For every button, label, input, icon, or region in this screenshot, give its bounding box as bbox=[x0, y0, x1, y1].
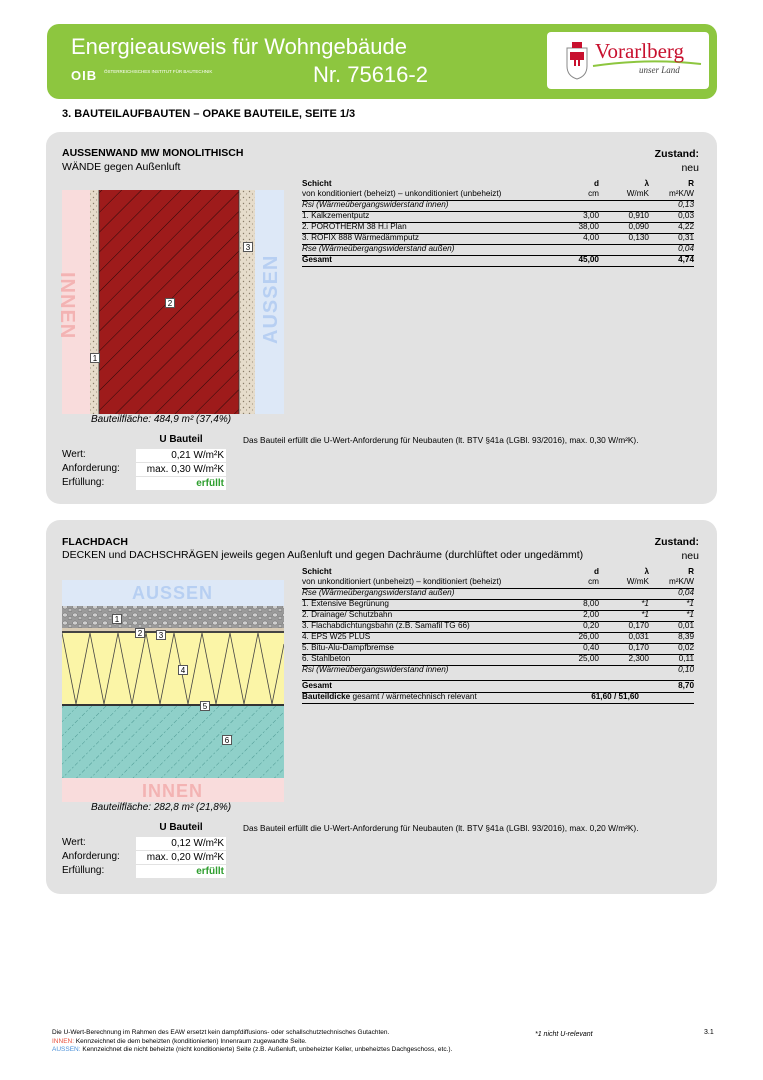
unit-d: cm bbox=[588, 189, 599, 198]
layer-lambda: 0,910 bbox=[628, 211, 649, 220]
layer-name: 2. POROTHERM 38 H.i Plan bbox=[302, 222, 407, 231]
layer-marker: 1 bbox=[90, 353, 100, 363]
thickness-desc: gesamt / wärmetechnisch relevant bbox=[350, 692, 477, 701]
layer-r: 0,10 bbox=[678, 665, 694, 674]
unit-r: m²K/W bbox=[668, 189, 694, 198]
outside-label: AUSSEN bbox=[260, 254, 282, 344]
u-header: U Bauteil bbox=[159, 822, 203, 833]
layer-r: 0,11 bbox=[678, 654, 694, 663]
layer-name: 1. Extensive Begrünung bbox=[302, 599, 389, 608]
layer-marker: 3 bbox=[156, 630, 166, 640]
unit-r: m²K/W bbox=[668, 577, 694, 586]
layer-name: Rse (Wärmeübergangswiderstand außen) bbox=[302, 244, 455, 253]
crest-icon bbox=[565, 40, 589, 80]
component-area: Bauteilfläche: 282,8 m² (21,8%) bbox=[91, 802, 232, 813]
layer-marker: 2 bbox=[165, 298, 175, 308]
component-panel-wall bbox=[46, 132, 717, 504]
layer-d: 3,00 bbox=[583, 211, 599, 220]
total-label: Gesamt bbox=[302, 681, 333, 690]
vorarlberg-logo bbox=[547, 32, 709, 89]
layer-name: 1. Kalkzementputz bbox=[302, 211, 370, 220]
col-r: R bbox=[688, 179, 694, 188]
footer bbox=[52, 1029, 692, 1055]
layer-r: 0,01 bbox=[678, 621, 694, 630]
layer-lambda: 2,300 bbox=[628, 654, 649, 663]
document-title: Energieausweis für Wohngebäude bbox=[71, 34, 407, 59]
layer-name: Rsi (Wärmeübergangswiderstand innen) bbox=[302, 200, 449, 209]
layer-marker: 3 bbox=[243, 242, 253, 252]
thickness-text bbox=[302, 692, 477, 701]
innen-text: Kennzeichnet die dem beheizten (konditionierten) Innenraum zugewandte Seite. bbox=[74, 1037, 307, 1045]
layer-marker: 4 bbox=[178, 665, 188, 675]
inside-label: INNEN bbox=[56, 272, 78, 340]
roof-section-diagram bbox=[62, 580, 284, 802]
col-d: d bbox=[593, 179, 599, 188]
u-fulfilment-status: erfüllt bbox=[136, 865, 226, 878]
layer-name: 3. RÖFIX 888 Wärmedämmputz bbox=[302, 233, 419, 242]
state-value: neu bbox=[681, 162, 699, 174]
u-value: 0,12 W/m²K bbox=[136, 837, 226, 850]
thickness-value: 61,60 / 51,60 bbox=[591, 692, 639, 701]
component-area: Bauteilfläche: 484,9 m² (37,4%) bbox=[91, 414, 232, 425]
component-subtitle: DECKEN und DACHSCHRÄGEN jeweils gegen Außenluft und gegen Dachräume (durchlüftet oder ungedämmt) bbox=[62, 549, 584, 561]
col-lambda: λ bbox=[644, 179, 649, 188]
unit-d: cm bbox=[588, 577, 599, 586]
layer-r: *1 bbox=[686, 599, 694, 608]
layer-d: 38,00 bbox=[578, 222, 599, 231]
aussen-key: AUSSEN: bbox=[52, 1046, 81, 1053]
layer-table bbox=[302, 567, 694, 717]
unit-lambda: W/mK bbox=[626, 189, 649, 198]
layer-lambda: *1 bbox=[641, 610, 649, 619]
compliance-note: Das Bauteil erfüllt die U-Wert-Anforderung für Neubauten (lt. BTV §41a (LGBl. 93/2016), max. 0,30 W/m²K). bbox=[243, 435, 639, 445]
layer-r: 0,03 bbox=[678, 211, 694, 220]
compliance-note: Das Bauteil erfüllt die U-Wert-Anforderung für Neubauten (lt. BTV §41a (LGBl. 93/2016), max. 0,20 W/m²K). bbox=[243, 823, 639, 833]
total-r: 8,70 bbox=[678, 681, 694, 690]
table-row bbox=[302, 632, 694, 644]
page-number: 3.1 bbox=[704, 1029, 714, 1036]
layer-name: 5. Bitu-Alu-Dampfbremse bbox=[302, 643, 394, 652]
u-fulfilment-label: Erfüllung: bbox=[62, 477, 105, 488]
table-row bbox=[302, 654, 694, 666]
layer-name: 2. Drainage/ Schutzbahn bbox=[302, 610, 393, 619]
footnote: *1 nicht U-relevant bbox=[535, 1031, 593, 1038]
total-r: 4,74 bbox=[678, 255, 694, 264]
oib-mark: OIB bbox=[71, 68, 98, 83]
table-row bbox=[302, 665, 694, 676]
footer-innen bbox=[52, 1038, 692, 1047]
footer-disclaimer: Die U-Wert-Berechnung im Rahmen des EAW ersetzt kein dampfdiffusions- oder schallschutztechnisches Gutachten. bbox=[52, 1029, 390, 1036]
layer-marker: 1 bbox=[112, 614, 122, 624]
direction-text: von unkonditioniert (unbeheizt) – konditioniert (beheizt) bbox=[302, 577, 502, 586]
layer-lambda: 0,170 bbox=[628, 621, 649, 630]
u-header: U Bauteil bbox=[159, 434, 203, 445]
component-title: FLACHDACH bbox=[62, 536, 128, 548]
component-subtitle: WÄNDE gegen Außenluft bbox=[62, 161, 181, 173]
col-d: d bbox=[593, 567, 599, 576]
table-header bbox=[302, 179, 694, 190]
logo-name: Vorarlberg bbox=[595, 39, 685, 63]
table-total-row bbox=[302, 680, 694, 693]
table-row bbox=[302, 233, 694, 245]
layer-marker: 5 bbox=[200, 701, 210, 711]
table-row bbox=[302, 588, 694, 600]
inside-label: INNEN bbox=[142, 781, 204, 801]
aussen-text: Kennzeichnet die nicht beheizte (nicht konditionierte) Seite (z.B. Außenluft, unbeheizter Keller, unbeheiztes Dachgeschoss, etc.). bbox=[80, 1046, 453, 1053]
unit-lambda: W/mK bbox=[626, 577, 649, 586]
layer-name: 4. EPS W25 PLUS bbox=[302, 632, 371, 641]
header-banner bbox=[47, 24, 717, 99]
table-row bbox=[302, 222, 694, 234]
layer-lambda: 0,090 bbox=[628, 222, 649, 231]
u-value-table bbox=[62, 822, 232, 882]
layer-r: 0,04 bbox=[678, 588, 694, 597]
u-fulfilment-status: erfüllt bbox=[136, 477, 226, 490]
u-requirement-label: Anforderung: bbox=[62, 851, 120, 862]
layer-d: 26,00 bbox=[578, 632, 599, 641]
state-value: neu bbox=[681, 550, 699, 562]
col-r: R bbox=[688, 567, 694, 576]
u-requirement: max. 0,20 W/m²K bbox=[136, 851, 226, 864]
col-layer: Schicht bbox=[302, 179, 332, 188]
table-row bbox=[302, 621, 694, 633]
u-requirement-label: Anforderung: bbox=[62, 463, 120, 474]
layer-d: 0,40 bbox=[583, 643, 599, 652]
total-d: 45,00 bbox=[578, 255, 599, 264]
layer-r: 0,31 bbox=[678, 233, 694, 242]
table-total-row bbox=[302, 255, 694, 267]
layer-r: 0,02 bbox=[678, 643, 694, 652]
total-label: Gesamt bbox=[302, 255, 333, 264]
layer-marker: 6 bbox=[222, 735, 232, 745]
table-units bbox=[302, 189, 694, 201]
layer-name: 3. Flachabdichtungsbahn (z.B. Samafil TG 66) bbox=[302, 621, 470, 630]
layer-r: 8,39 bbox=[678, 632, 694, 641]
u-fulfilment-label: Erfüllung: bbox=[62, 865, 105, 876]
layer-d: 4,00 bbox=[583, 233, 599, 242]
layer-marker: 2 bbox=[135, 628, 145, 638]
state-label: Zustand: bbox=[654, 536, 699, 548]
layer-name: Rse (Wärmeübergangswiderstand außen) bbox=[302, 588, 455, 597]
layer-lambda: 0,170 bbox=[628, 643, 649, 652]
table-thickness-row bbox=[302, 692, 694, 704]
col-layer: Schicht bbox=[302, 567, 332, 576]
innen-key: INNEN: bbox=[52, 1037, 75, 1045]
component-panel-roof bbox=[46, 520, 717, 894]
u-requirement: max. 0,30 W/m²K bbox=[136, 463, 226, 476]
logo-tagline: unser Land bbox=[639, 65, 680, 75]
layer-r: 0,04 bbox=[678, 244, 694, 253]
layer-name: 6. Stahlbeton bbox=[302, 654, 351, 663]
layer-table bbox=[302, 179, 694, 279]
u-value-table bbox=[62, 434, 232, 494]
oib-logo bbox=[71, 67, 213, 85]
layer-lambda: *1 bbox=[641, 599, 649, 608]
footer-aussen bbox=[52, 1046, 692, 1055]
table-row bbox=[302, 244, 694, 256]
component-title: AUSSENWAND MW MONOLITHISCH bbox=[62, 147, 244, 159]
direction-text: von konditioniert (beheizt) – unkonditioniert (unbeheizt) bbox=[302, 189, 502, 198]
state-label: Zustand: bbox=[654, 148, 699, 160]
layer-d: 8,00 bbox=[583, 599, 599, 608]
document-number: Nr. 75616-2 bbox=[313, 62, 428, 87]
oib-text: ÖSTERREICHISCHES INSTITUT FÜR BAUTECHNIK bbox=[104, 69, 213, 74]
table-row bbox=[302, 599, 694, 611]
outside-label: AUSSEN bbox=[132, 583, 214, 603]
table-row bbox=[302, 643, 694, 655]
layer-r: 4,22 bbox=[678, 222, 694, 231]
layer-r: 0,13 bbox=[678, 200, 694, 209]
u-value-label: Wert: bbox=[62, 449, 86, 460]
table-row bbox=[302, 610, 694, 622]
table-units bbox=[302, 577, 694, 589]
thickness-label: Bauteildicke bbox=[302, 692, 351, 701]
table-header bbox=[302, 567, 694, 578]
table-row bbox=[302, 200, 694, 212]
layer-d: 2,00 bbox=[583, 610, 599, 619]
section-title: 3. BAUTEILAUFBAUTEN – OPAKE BAUTEILE, SEITE 1/3 bbox=[62, 108, 356, 120]
layer-name: Rsi (Wärmeübergangswiderstand innen) bbox=[302, 665, 449, 674]
layer-d: 25,00 bbox=[578, 654, 599, 663]
layer-lambda: 0,130 bbox=[628, 233, 649, 242]
layer-d: 0,20 bbox=[583, 621, 599, 630]
col-lambda: λ bbox=[644, 567, 649, 576]
u-value: 0,21 W/m²K bbox=[136, 449, 226, 462]
layer-lambda: 0,031 bbox=[628, 632, 649, 641]
u-value-label: Wert: bbox=[62, 837, 86, 848]
table-row bbox=[302, 211, 694, 223]
layer-r: *1 bbox=[686, 610, 694, 619]
